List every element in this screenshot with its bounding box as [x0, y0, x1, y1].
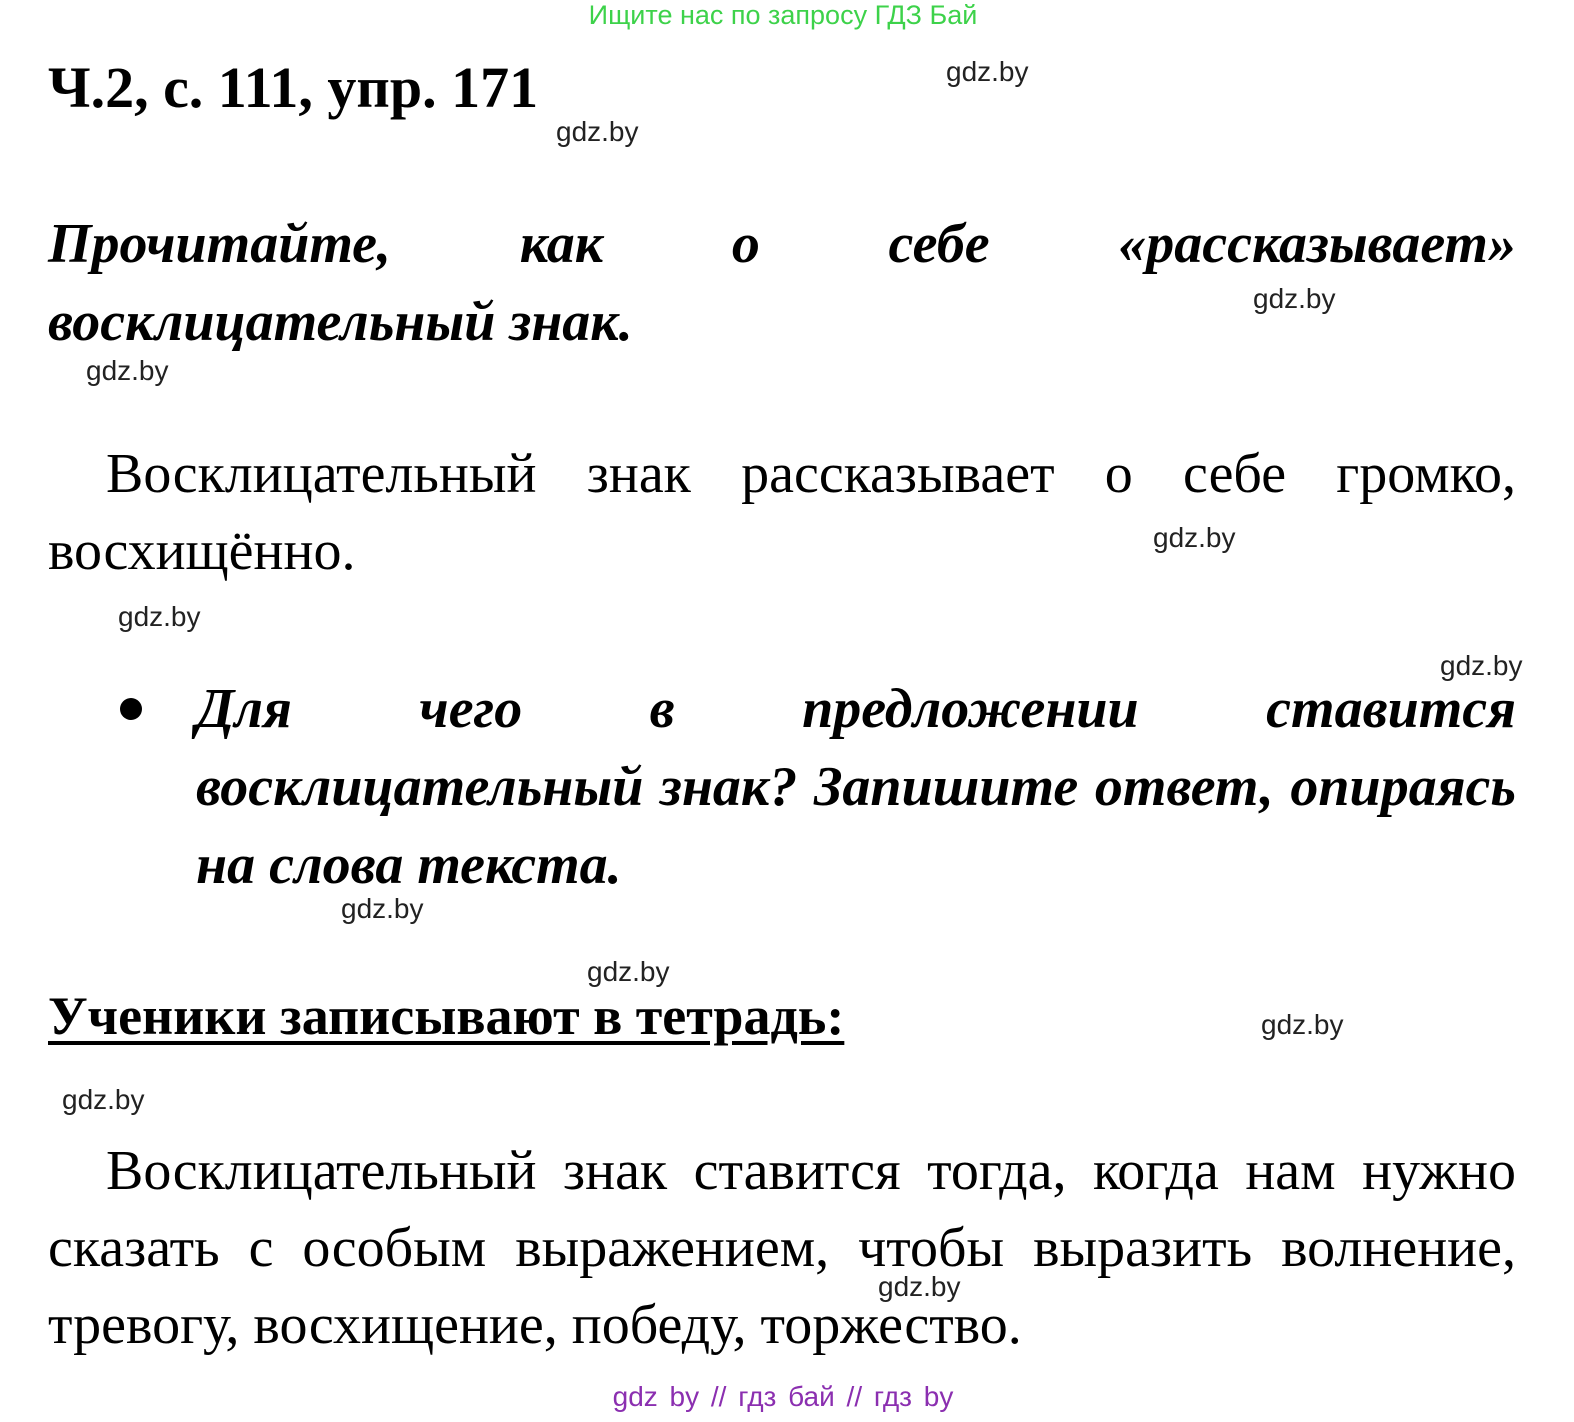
watermark: gdz.by — [1253, 283, 1336, 314]
page-title: Ч.2, с. 111, упр. 171 — [48, 55, 539, 120]
task-instruction-1: Прочитайте, как о себе «рассказывает» восклицательный знак. — [48, 213, 1516, 353]
watermark: gdz.by — [118, 601, 201, 632]
watermark: gdz.by — [86, 355, 169, 386]
section-heading: Ученики записывают в тетрадь: — [48, 986, 845, 1046]
task-instruction-2: Для чего в предложении ставится восклицательный знак? Запишите ответ, опираясь на слова текста. — [196, 678, 1516, 896]
watermark: gdz.by — [341, 893, 424, 924]
watermark: gdz.by — [587, 956, 670, 987]
watermark: gdz.by — [878, 1271, 961, 1302]
answer-paragraph-2: Восклицательный знак ставится тогда, когда нам нужно сказать с особым выражением, чтобы выразить волнение, тревогу, восхищение, победу, торжество. — [48, 1140, 1516, 1356]
footer-watermark: gdz by // гдз бай // гдз by — [612, 1381, 954, 1412]
watermark: gdz.by — [62, 1084, 145, 1115]
watermark: gdz.by — [556, 116, 639, 147]
watermark: gdz.by — [1440, 650, 1523, 681]
watermark: gdz.by — [1261, 1009, 1344, 1040]
bullet-icon — [120, 698, 142, 720]
answer-paragraph-1: Восклицательный знак рассказывает о себе громко, восхищённо. — [48, 443, 1516, 582]
top-banner: Ищите нас по запросу ГДЗ Бай — [588, 0, 978, 30]
watermark: gdz.by — [946, 56, 1029, 87]
watermark: gdz.by — [1153, 522, 1236, 553]
